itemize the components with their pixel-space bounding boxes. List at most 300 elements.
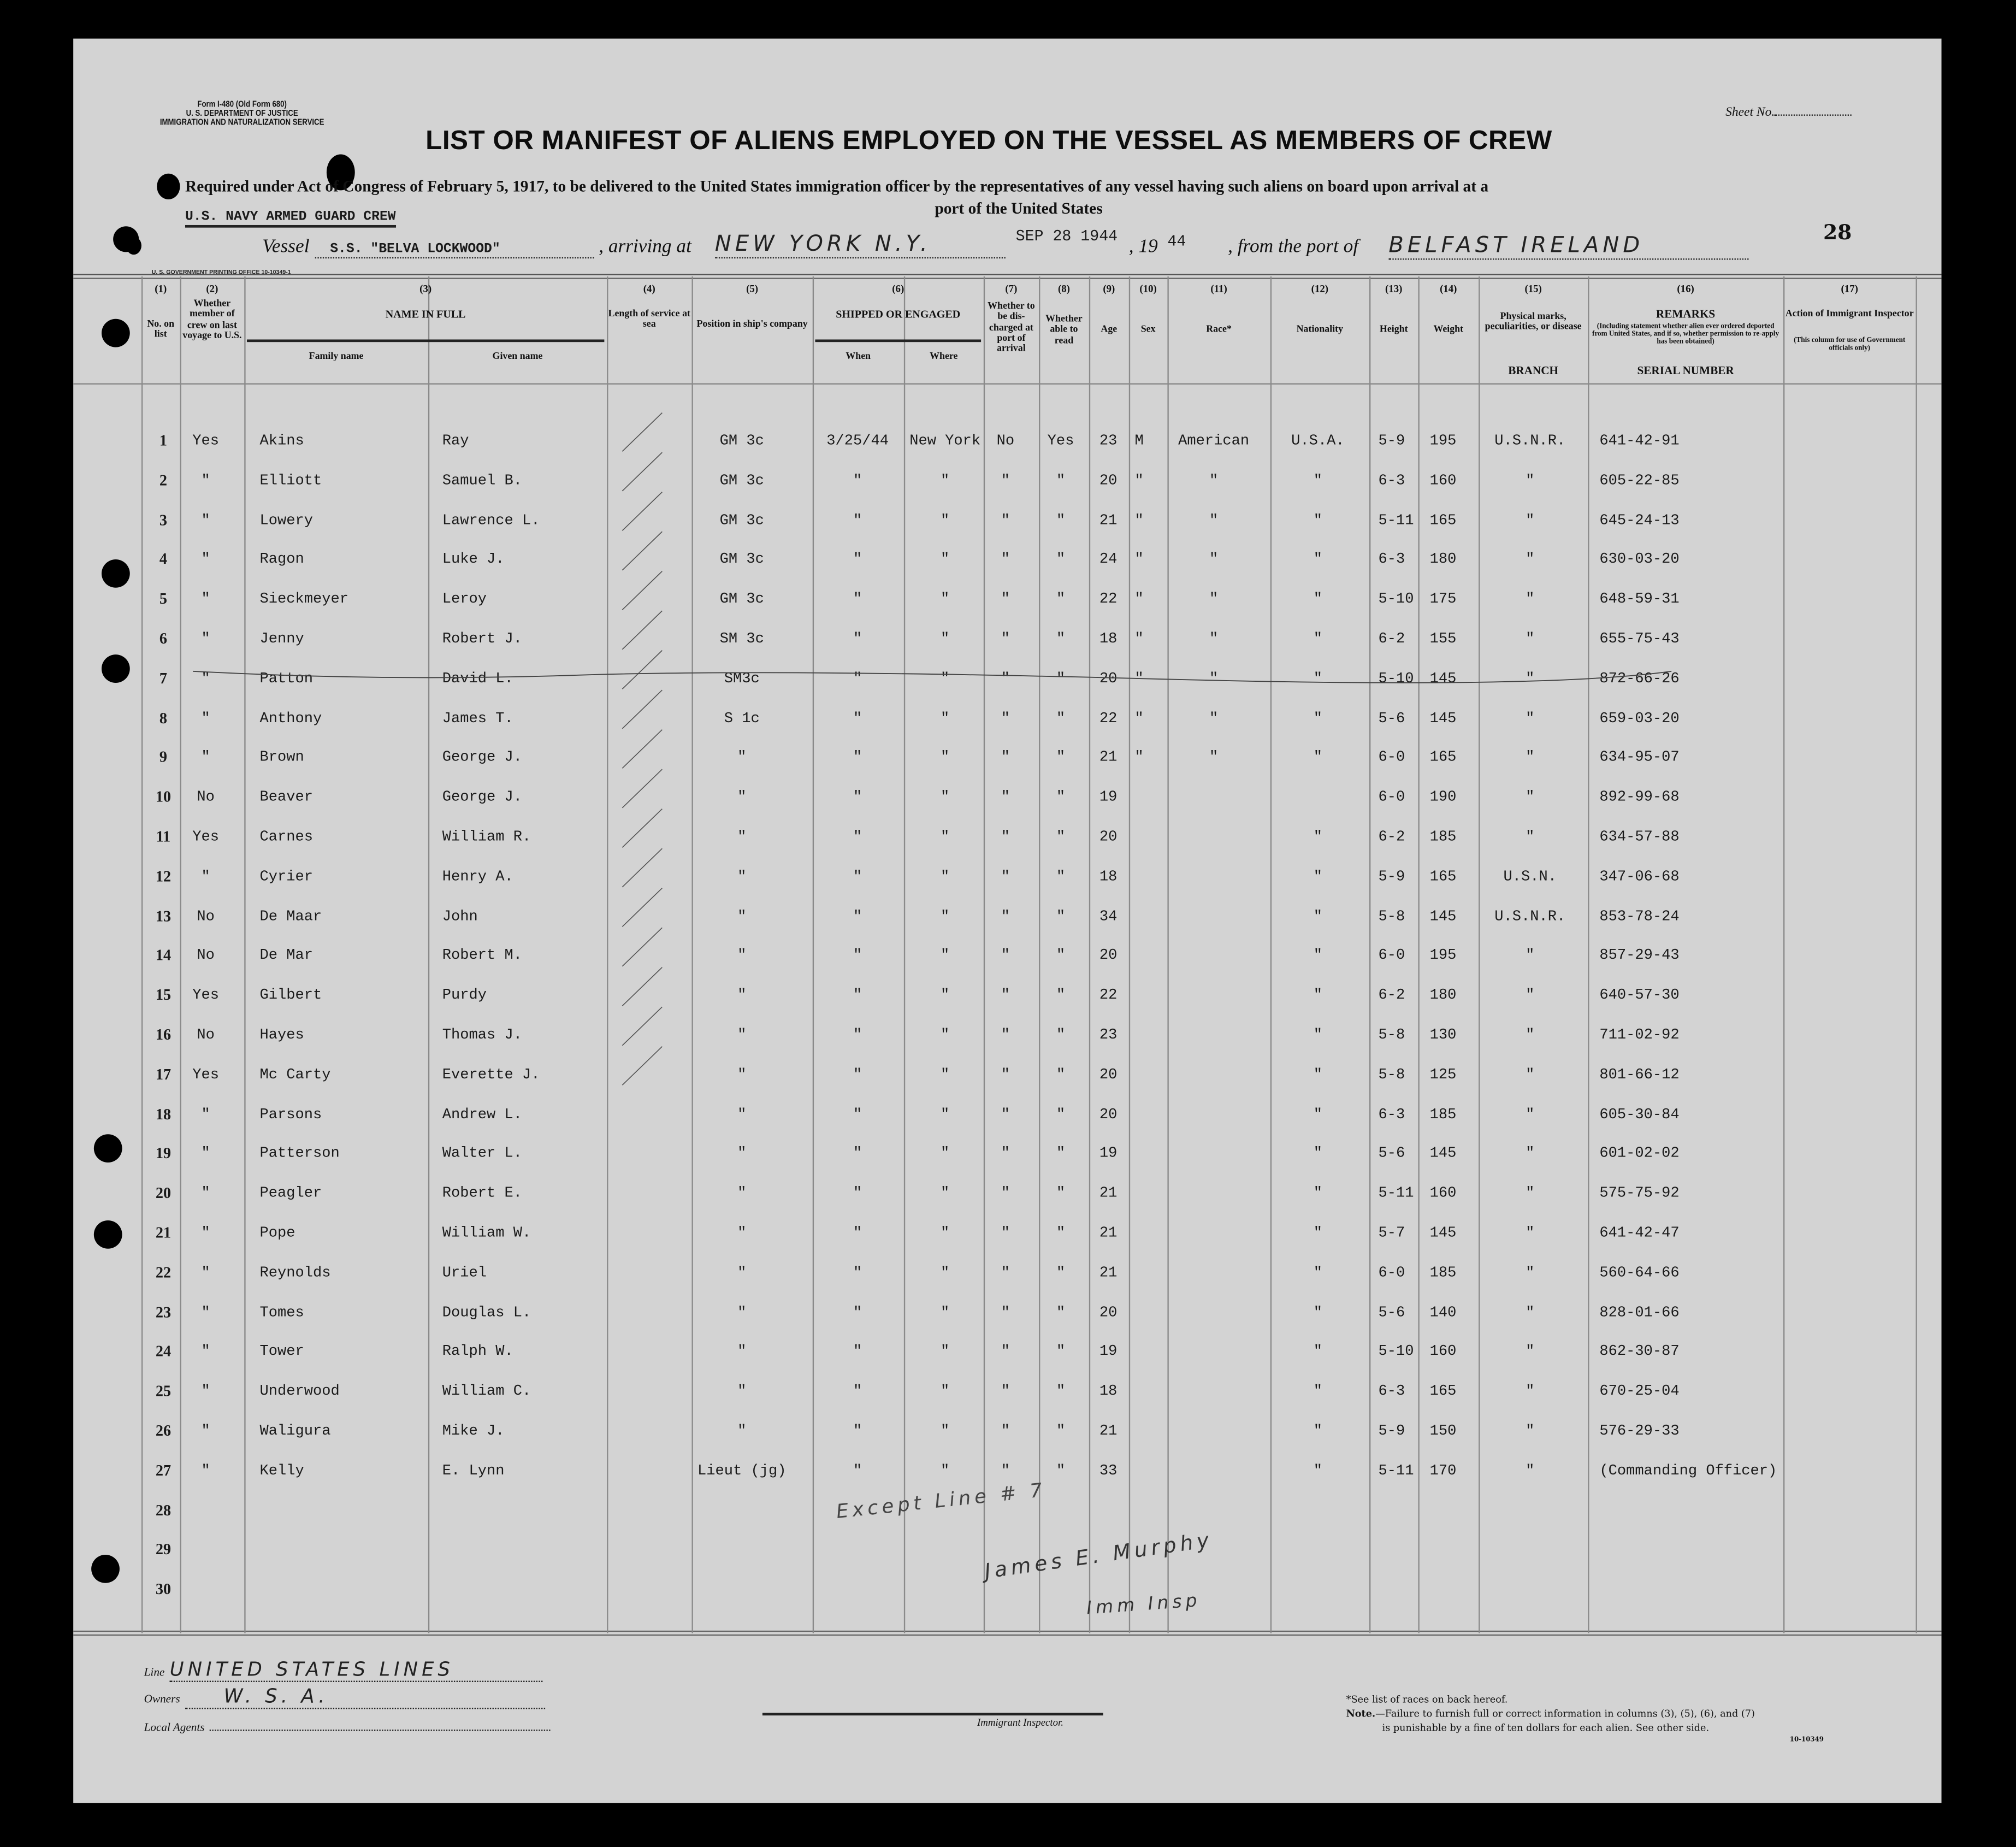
race: " [1209, 630, 1219, 648]
to-be-discharged: " [1001, 908, 1010, 925]
column-number: (8) [1057, 282, 1070, 295]
last-voyage: " [201, 1185, 210, 1202]
shipped-when: " [853, 1462, 862, 1479]
weight: 155 [1429, 630, 1457, 648]
race: " [1209, 551, 1219, 569]
given-name: Walter L. [442, 1146, 523, 1163]
serial-number: 801-66-12 [1599, 1066, 1680, 1083]
shipped-where: " [941, 987, 950, 1004]
height: 6-2 [1378, 829, 1405, 846]
able-to-read: " [1056, 868, 1066, 886]
last-voyage: Yes [192, 987, 220, 1004]
age: 22 [1099, 591, 1118, 608]
row-number: 18 [155, 1105, 172, 1123]
branch: " [1526, 1343, 1535, 1361]
to-be-discharged: " [1001, 750, 1010, 766]
position: " [737, 987, 747, 1004]
position: " [737, 1225, 747, 1242]
family-name: Tomes [259, 1304, 304, 1321]
row-number: 27 [155, 1461, 172, 1479]
height: 5-8 [1378, 908, 1405, 925]
age: 22 [1099, 987, 1118, 1004]
line-value: UNITED STATES LINES [170, 1657, 543, 1682]
given-name: George J. [442, 789, 523, 806]
able-to-read: " [1056, 1343, 1066, 1361]
weight: 165 [1429, 1383, 1457, 1400]
position: " [737, 1066, 747, 1083]
shipped-where: " [941, 829, 950, 846]
able-to-read: " [1056, 908, 1066, 925]
age: 20 [1099, 1106, 1118, 1123]
subtitle-line-2: port of the United States [935, 199, 1103, 217]
height: 6-0 [1378, 750, 1405, 766]
family-name: Patterson [259, 1146, 340, 1163]
able-to-read: " [1056, 1462, 1066, 1479]
shipped-when: " [853, 947, 862, 965]
age: 22 [1099, 710, 1118, 727]
serial-number: 347-06-68 [1599, 868, 1680, 886]
column-number: (3) [419, 282, 432, 295]
row-number: 16 [155, 1025, 172, 1044]
year-suffix: 44 [1167, 233, 1186, 251]
to-be-discharged: " [1001, 1066, 1010, 1083]
age: 21 [1099, 1423, 1118, 1440]
serial-number: 630-03-20 [1599, 551, 1680, 569]
nationality: U.S.A. [1291, 433, 1345, 450]
family-name: Sieckmeyer [259, 591, 348, 608]
race: " [1209, 591, 1219, 608]
race: " [1209, 472, 1219, 489]
shipped-where: " [941, 1383, 950, 1400]
race: " [1209, 710, 1219, 727]
row-number: 22 [155, 1263, 172, 1282]
serial-number: 641-42-47 [1599, 1225, 1680, 1242]
pencil-slash [622, 809, 662, 848]
race: " [1209, 750, 1219, 766]
sex: " [1134, 512, 1144, 529]
age: 23 [1099, 1026, 1118, 1044]
column-number: (10) [1139, 282, 1157, 295]
row-number: 28 [155, 1501, 172, 1519]
able-to-read: " [1056, 1146, 1066, 1163]
height: 5-9 [1378, 1423, 1405, 1440]
given-name: Mike J. [442, 1423, 505, 1440]
branch: " [1526, 1225, 1535, 1242]
last-voyage: " [201, 630, 210, 648]
age: 33 [1099, 1462, 1118, 1479]
shipped-when: " [853, 630, 862, 648]
age: 18 [1099, 630, 1118, 648]
age: 18 [1099, 1383, 1118, 1400]
shipped-when: " [853, 750, 862, 766]
given-name: Samuel B. [442, 472, 523, 489]
shipped-where: " [941, 868, 950, 886]
nationality: " [1313, 1462, 1322, 1479]
age: 19 [1099, 1146, 1118, 1163]
pencil-slash [622, 413, 662, 452]
last-voyage: " [201, 1146, 210, 1163]
weight: 180 [1429, 551, 1457, 569]
nationality: " [1313, 1304, 1322, 1321]
shipped-when: " [853, 591, 862, 608]
to-be-discharged: " [1001, 1423, 1010, 1440]
last-voyage: Yes [192, 1066, 220, 1083]
to-be-discharged: " [1001, 1185, 1010, 1202]
branch: " [1526, 670, 1535, 687]
last-voyage: " [201, 512, 210, 529]
age: 19 [1099, 789, 1118, 806]
weight: 175 [1429, 591, 1457, 608]
shipped-when: " [853, 1383, 862, 1400]
height: 5-10 [1378, 1343, 1414, 1361]
position: " [737, 1383, 747, 1400]
shipped-when: " [853, 472, 862, 489]
able-to-read: " [1056, 472, 1066, 489]
pencil-slash [622, 928, 662, 966]
nationality: " [1313, 908, 1322, 925]
serial-number: 640-57-30 [1599, 987, 1680, 1004]
race: " [1209, 512, 1219, 529]
nationality: " [1313, 1066, 1322, 1083]
weight: 185 [1429, 1106, 1457, 1123]
last-voyage: " [201, 591, 210, 608]
given-name: William R. [442, 829, 531, 846]
last-voyage: " [201, 1225, 210, 1242]
weight: 180 [1429, 987, 1457, 1004]
able-to-read: " [1056, 750, 1066, 766]
shipped-when: " [853, 670, 862, 687]
pencil-slash [622, 1047, 662, 1085]
branch: " [1526, 1462, 1535, 1479]
able-to-read: " [1056, 1383, 1066, 1400]
family-name: Akins [259, 433, 304, 450]
column-number: (14) [1440, 282, 1457, 295]
line-label: Line [144, 1665, 165, 1678]
sex: M [1134, 433, 1144, 450]
nationality: " [1313, 591, 1322, 608]
family-name: De Mar [259, 947, 314, 965]
position: SM 3c [719, 630, 764, 648]
owners-value: W. S. A. [185, 1685, 545, 1709]
row-number: 26 [155, 1421, 172, 1440]
position: GM 3c [719, 433, 764, 450]
position: " [737, 868, 747, 886]
row-number: 21 [155, 1223, 172, 1242]
given-name: Robert E. [442, 1185, 523, 1202]
position: GM 3c [719, 512, 764, 529]
family-name: Lowery [259, 512, 314, 529]
age: 20 [1099, 472, 1118, 489]
pencil-slash [622, 611, 662, 650]
to-be-discharged: " [1001, 1146, 1010, 1163]
sex: " [1134, 750, 1144, 766]
height: 6-0 [1378, 1264, 1405, 1282]
last-voyage: " [201, 1462, 210, 1479]
weight: 165 [1429, 868, 1457, 886]
branch: " [1526, 1264, 1535, 1282]
able-to-read: Yes [1047, 433, 1074, 450]
serial-number: 648-59-31 [1599, 591, 1680, 608]
serial-number: 576-29-33 [1599, 1423, 1680, 1440]
sex: " [1134, 551, 1144, 569]
pencil-slash [622, 848, 662, 887]
shipped-where: " [941, 1185, 950, 1202]
able-to-read: " [1056, 1264, 1066, 1282]
column-header: Height [1379, 322, 1408, 335]
to-be-discharged: " [1001, 591, 1010, 608]
to-be-discharged: " [1001, 789, 1010, 806]
to-be-discharged: " [1001, 987, 1010, 1004]
form-code: 10-10349 [1789, 1736, 1824, 1744]
column-number: (15) [1524, 282, 1542, 295]
shipped-when: " [853, 1423, 862, 1440]
serial-number: 655-75-43 [1599, 630, 1680, 648]
last-voyage: " [201, 1383, 210, 1400]
branch: U.S.N.R. [1494, 433, 1566, 450]
family-name: Tower [259, 1343, 304, 1361]
family-name: Beaver [259, 789, 314, 806]
height: 6-3 [1378, 1383, 1405, 1400]
age: 19 [1099, 1343, 1118, 1361]
column-number: (12) [1311, 282, 1329, 295]
last-voyage: " [201, 1304, 210, 1321]
shipped-where: " [941, 1343, 950, 1361]
from-label: , from the port of [1228, 237, 1359, 257]
family-name: Underwood [259, 1383, 340, 1400]
last-voyage: No [197, 1026, 215, 1044]
row-number: 6 [159, 629, 168, 648]
able-to-read: " [1056, 670, 1066, 687]
printing-office: U. S. GOVERNMENT PRINTING OFFICE 10-10349-1 [151, 268, 291, 275]
to-be-discharged: " [1001, 1304, 1010, 1321]
age: 23 [1099, 433, 1118, 450]
department: U. S. DEPARTMENT OF JUSTICE [186, 109, 298, 119]
height: 5-9 [1378, 433, 1405, 450]
column-header: Physical marks, peculiarities, or disease [1485, 310, 1582, 333]
service: IMMIGRATION AND NATURALIZATION SERVICE [159, 118, 324, 128]
branch: " [1526, 1106, 1535, 1123]
serial-number: 862-30-87 [1599, 1343, 1680, 1361]
shipped-when: " [853, 987, 862, 1004]
family-name: Kelly [259, 1462, 304, 1479]
age: 21 [1099, 750, 1118, 766]
column-header: REMARKS [1656, 307, 1716, 321]
to-be-discharged: " [1001, 1462, 1010, 1479]
to-be-discharged: " [1001, 868, 1010, 886]
position: " [737, 1185, 747, 1202]
serial-number: (Commanding Officer) [1599, 1462, 1777, 1479]
height: 6-3 [1378, 1106, 1405, 1123]
height: 5-8 [1378, 1026, 1405, 1044]
height: 6-0 [1378, 947, 1405, 965]
position: SM3c [724, 670, 760, 687]
position: " [737, 908, 747, 925]
to-be-discharged: " [1001, 1026, 1010, 1044]
sex: " [1134, 630, 1144, 648]
branch: " [1526, 591, 1535, 608]
to-be-discharged: " [1001, 1383, 1010, 1400]
sex: " [1134, 670, 1144, 687]
crew-label: U.S. NAVY ARMED GUARD CREW [185, 210, 396, 228]
pencil-slash [622, 651, 662, 689]
weight: 190 [1429, 789, 1457, 806]
branch: " [1526, 472, 1535, 489]
last-voyage: " [201, 472, 210, 489]
serial-number: 659-03-20 [1599, 710, 1680, 727]
row-number: 24 [155, 1342, 172, 1361]
arrival-date-stamp: SEP 28 1944 [1015, 227, 1118, 246]
to-be-discharged: " [1001, 1106, 1010, 1123]
local-agents-label: Local Agents [144, 1720, 205, 1734]
weight: 185 [1429, 1264, 1457, 1282]
to-be-discharged: " [1001, 551, 1010, 569]
column-header: Whether to be dis-charged at port of arrival [988, 299, 1035, 354]
column-number: (1) [155, 282, 167, 295]
pencil-slash [622, 730, 662, 769]
shipped-where: " [941, 1066, 950, 1083]
pencil-slash [622, 452, 662, 491]
family-name: De Maar [259, 908, 322, 925]
age: 21 [1099, 1185, 1118, 1202]
column-number: (7) [1005, 282, 1018, 295]
shipped-when: " [853, 1264, 862, 1282]
inspector-signature-line [762, 1713, 1103, 1716]
age: 18 [1099, 868, 1118, 886]
column-number: (5) [746, 282, 759, 295]
shipped-when: " [853, 1026, 862, 1044]
weight: 160 [1429, 1185, 1457, 1202]
weight: 195 [1429, 433, 1457, 450]
family-name: Reynolds [259, 1264, 331, 1282]
given-name: Douglas L. [442, 1304, 531, 1321]
branch: " [1526, 829, 1535, 846]
able-to-read: " [1056, 1066, 1066, 1083]
serial-number: 645-24-13 [1599, 512, 1680, 529]
height: 5-6 [1378, 1146, 1405, 1163]
to-be-discharged: " [1001, 710, 1010, 727]
nationality: " [1313, 987, 1322, 1004]
given-name: Robert J. [442, 630, 523, 648]
serial-number: 857-29-43 [1599, 947, 1680, 965]
able-to-read: " [1056, 710, 1066, 727]
given-name: Uriel [442, 1264, 487, 1282]
to-be-discharged: " [1001, 829, 1010, 846]
given-name: James T. [442, 710, 513, 727]
able-to-read: " [1056, 1304, 1066, 1321]
shipped-where: " [941, 947, 950, 965]
column-header: Action of Immigrant Inspector [1785, 307, 1914, 319]
family-name: Parsons [259, 1106, 322, 1123]
nationality: " [1313, 947, 1322, 965]
family-name: Waligura [259, 1423, 331, 1440]
shipped-where: New York [909, 433, 981, 450]
given-name: E. Lynn [442, 1462, 505, 1479]
given-name: Ray [442, 433, 469, 450]
to-be-discharged: " [1001, 472, 1010, 489]
branch: " [1526, 947, 1535, 965]
column-subheader: Where [930, 350, 958, 362]
pencil-slash [622, 571, 662, 610]
able-to-read: " [1056, 512, 1066, 529]
arrival-port: NEW YORK N.Y. [715, 232, 1006, 258]
to-be-discharged: " [1001, 947, 1010, 965]
branch: " [1526, 1066, 1535, 1083]
sex: " [1134, 591, 1144, 608]
to-be-discharged: " [1001, 1225, 1010, 1242]
pencil-slash [622, 888, 662, 927]
given-name: Robert M. [442, 947, 523, 965]
column-header: Whether member of crew on last voyage to U.S. [182, 297, 242, 341]
family-name: Hayes [259, 1026, 304, 1044]
row-number: 9 [159, 748, 168, 766]
row-number: 25 [155, 1382, 172, 1400]
race: American [1178, 433, 1250, 450]
position: " [737, 1264, 747, 1282]
nationality: " [1313, 1225, 1322, 1242]
last-voyage: No [197, 947, 215, 965]
height: 5-6 [1378, 1304, 1405, 1321]
pencil-slash [622, 492, 662, 531]
age: 20 [1099, 947, 1118, 965]
column-subheader: When [846, 350, 871, 362]
column-number: (9) [1103, 282, 1115, 295]
shipped-where: " [941, 591, 950, 608]
page-title: LIST OR MANIFEST OF ALIENS EMPLOYED ON THE VESSEL AS MEMBERS OF CREW [425, 126, 1552, 156]
height: 6-2 [1378, 630, 1405, 648]
position: " [737, 1343, 747, 1361]
serial-number: 605-30-84 [1599, 1106, 1680, 1123]
family-name: Jenny [259, 630, 304, 648]
family-name: Brown [259, 750, 304, 766]
row-number: 17 [155, 1065, 172, 1083]
branch: U.S.N.R. [1494, 908, 1566, 925]
age: 34 [1099, 908, 1118, 925]
height: 5-6 [1378, 710, 1405, 727]
able-to-read: " [1056, 1423, 1066, 1440]
column-note: (Including statement whether alien ever ordered deported from United States, and if so, whether permission to re-apply has been obtained) [1592, 322, 1779, 346]
pencil-slash [622, 967, 662, 1006]
vessel-name: S.S. "BELVA LOCKWOOD" [315, 242, 594, 259]
row-number: 13 [155, 906, 172, 925]
nationality: " [1313, 1106, 1322, 1123]
nationality: " [1313, 1264, 1322, 1282]
row-number: 20 [155, 1184, 172, 1202]
last-voyage: " [201, 1106, 210, 1123]
weight: 145 [1429, 1225, 1457, 1242]
shipped-when: " [853, 1185, 862, 1202]
shipped-where: " [941, 551, 950, 569]
column-header: NAME IN FULL [385, 307, 466, 321]
last-voyage: " [201, 551, 210, 569]
last-voyage: " [201, 1343, 210, 1361]
pencil-slash [622, 1007, 662, 1046]
branch: " [1526, 1185, 1535, 1202]
serial-number: 634-95-07 [1599, 750, 1680, 766]
shipped-when: " [853, 1106, 862, 1123]
column-header: Race* [1206, 322, 1232, 335]
given-name: William W. [442, 1225, 531, 1242]
branch: " [1526, 789, 1535, 806]
shipped-when: " [853, 551, 862, 569]
last-voyage: No [197, 789, 215, 806]
nationality: " [1313, 670, 1322, 687]
serial-number: 634-57-88 [1599, 829, 1680, 846]
inspector-title: Imm Insp [1086, 1590, 1202, 1619]
shipped-where: " [941, 1423, 950, 1440]
age: 21 [1099, 512, 1118, 529]
branch: " [1526, 1304, 1535, 1321]
weight: 150 [1429, 1423, 1457, 1440]
